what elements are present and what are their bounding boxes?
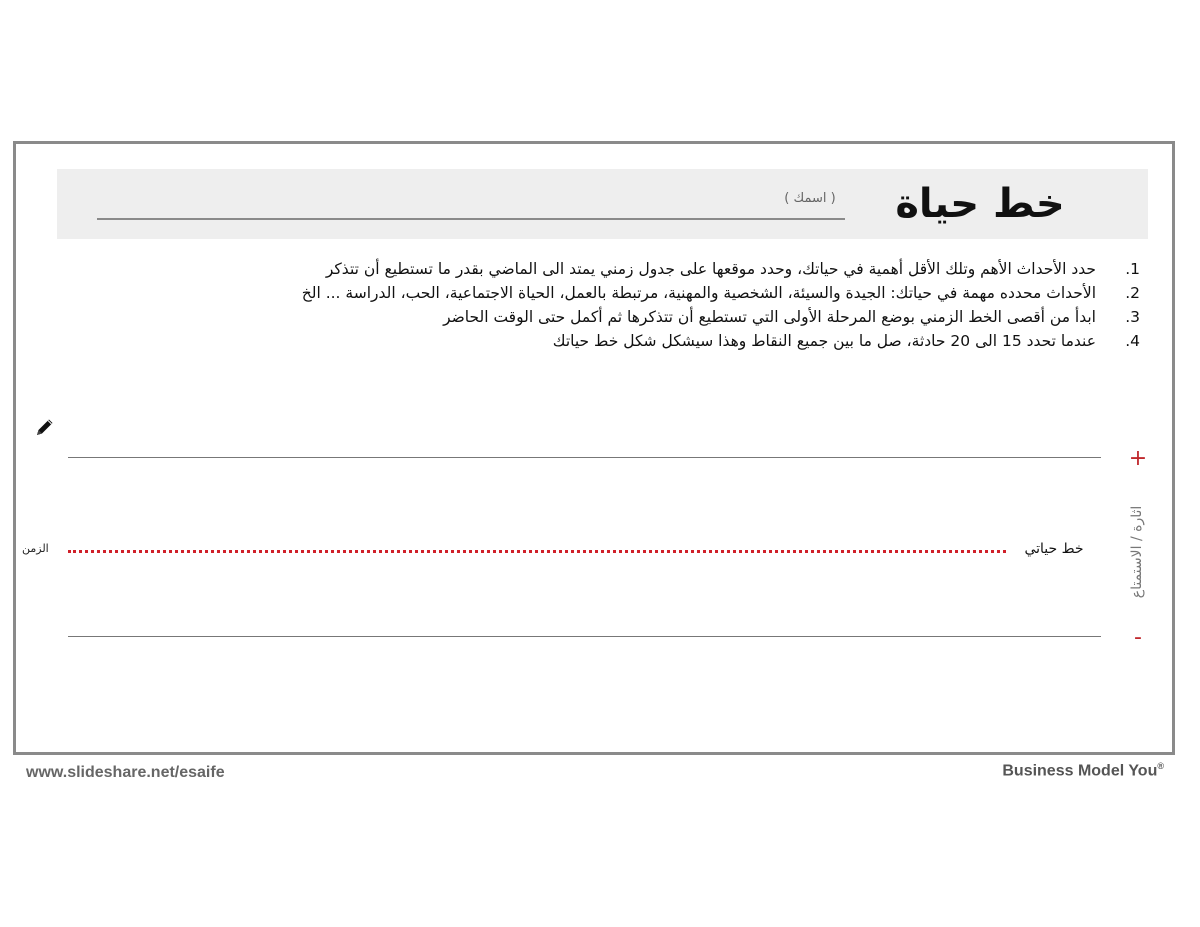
name-hint: ( اسمك ) xyxy=(784,191,836,206)
upper-bound-line xyxy=(68,457,1101,458)
instruction-number: 3. xyxy=(1125,308,1140,326)
page-title: خط حياة xyxy=(895,181,1065,227)
lower-bound-line xyxy=(68,636,1101,637)
instruction-item xyxy=(60,329,1140,353)
instructions-list xyxy=(60,257,1140,353)
instruction-number: 4. xyxy=(1125,332,1140,350)
footer-brand xyxy=(900,761,1164,785)
timeline-dotted-line[interactable] xyxy=(68,550,1006,553)
time-axis-label: الزمن xyxy=(22,542,49,555)
lifeline-label: خط حياتي xyxy=(1024,541,1084,557)
plus-sign: + xyxy=(1128,446,1148,471)
name-input-line[interactable] xyxy=(97,218,845,220)
footer-url[interactable]: www.slideshare.net/esaife xyxy=(26,764,225,781)
instruction-item xyxy=(60,305,1140,329)
excitement-axis-label: اثارة / الاستمتاع xyxy=(1129,505,1145,599)
instruction-text: عندما تحدد 15 الى 20 حادثة، صل ما بين جميع النقاط وهذا سيشكل شكل خط حياتك xyxy=(552,332,1096,350)
instruction-text: الأحداث محدده مهمة في حياتك: الجيدة والسيئة، الشخصية والمهنية، مرتبطة بالعمل، الحياة الاجتماعية، الحب، الدراسة ... الخ xyxy=(301,284,1096,302)
instruction-text: ابدأ من أقصى الخط الزمني بوضع المرحلة الأولى التي تستطيع أن تتذكرها ثم أكمل حتى الوقت الحاضر xyxy=(443,308,1096,326)
footer-brand-text: Business Model You xyxy=(1002,762,1158,780)
instruction-item xyxy=(60,257,1140,281)
instruction-number: 2. xyxy=(1125,284,1140,302)
minus-sign: - xyxy=(1134,625,1142,650)
instruction-text: حدد الأحداث الأهم وتلك الأقل أهمية في حياتك، وحدد موقعها على جدول زمني يمتد الى الماضي بقدر ما تستطيع أن تتذكر xyxy=(325,260,1096,278)
registered-mark: ® xyxy=(1157,761,1164,771)
pencil-icon[interactable] xyxy=(34,416,56,438)
instruction-number: 1. xyxy=(1125,260,1140,278)
instruction-item xyxy=(60,281,1140,305)
